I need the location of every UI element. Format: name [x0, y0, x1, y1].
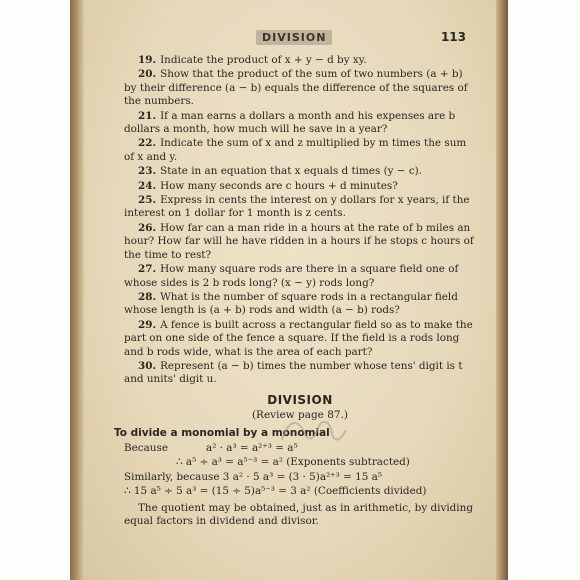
problem-number: 27.: [138, 263, 157, 276]
problem-text: A fence is built across a rectangular field so as to make the part on one side of the fence a square. If the field is a rods long and b rods wide, what is the area of each part?: [124, 318, 473, 358]
problem-item: [124, 165, 476, 178]
page-body: [114, 54, 476, 528]
problem-text: Indicate the sum of x and z multiplied by m times the sum of x and y.: [124, 137, 467, 163]
problem-item: [124, 194, 476, 221]
review-note: (Review page 87.): [251, 409, 349, 422]
problem-item: [124, 291, 476, 318]
faded-stamp-mark: [274, 410, 364, 450]
problem-number: 23.: [138, 165, 157, 178]
math-line-coefficients: ∴ 15 a⁵ ÷ 5 a³ = (15 ÷ 5)a⁵⁻³ = 3 a² (Coefficients divided): [124, 485, 427, 498]
math-expression: a² · a³ = a²⁺³ = a⁵: [206, 441, 298, 454]
problem-item: [124, 360, 476, 387]
section-title: DIVISION: [267, 392, 333, 407]
problem-text: Indicate the product of x + y − d by xy.: [160, 54, 367, 66]
problem-number: 19.: [138, 54, 157, 66]
problem-text: What is the number of square rods in a rectangular field whose length is (a + b) rods and width (a − b) rods?: [124, 290, 458, 317]
problem-item: [124, 110, 476, 137]
running-head: DIVISION: [256, 30, 332, 45]
rule-subheading: To divide a monomial by a monomial: [114, 426, 330, 439]
problem-text: Express in cents the interest on y dollars for x years, if the interest on 1 dollar for 1 month is z cents.: [124, 194, 470, 220]
problem-number: 26.: [138, 221, 157, 234]
problem-text: How many seconds are c hours + d minutes?: [160, 179, 398, 192]
problem-item: [124, 180, 476, 193]
problem-number: 21.: [138, 109, 157, 122]
book-page: [84, 0, 496, 580]
problem-item: [124, 222, 476, 262]
problem-number: 20.: [138, 68, 157, 81]
problem-item: [124, 137, 476, 164]
problem-text: Show that the product of the sum of two numbers (a + b) by their difference (a − b) equals the difference of the squares of the numbers.: [124, 68, 468, 108]
problem-text: How far can a man ride in a hours at the rate of b miles an hour? How far will he have ridden in a hours if he stops c hours of the time to rest?: [124, 221, 474, 261]
problem-number: 29.: [138, 318, 157, 331]
because-label: Because: [124, 441, 168, 454]
problem-number: 25.: [138, 194, 157, 207]
page-header: [84, 30, 496, 50]
book-page-edge: [496, 0, 508, 580]
explanation-paragraph: The quotient may be obtained, just as in arithmetic, by dividing equal factors in dividend and divisor.: [124, 501, 473, 527]
problem-text: State in an equation that x equals d times (y − c).: [160, 165, 422, 178]
problem-item: [124, 68, 476, 108]
problem-item: [124, 263, 476, 290]
book-spine-edge: [70, 0, 84, 580]
problem-list: [124, 54, 476, 387]
math-line-quotient: ∴ a⁵ ÷ a³ = a⁵⁻³ = a² (Exponents subtracted): [176, 456, 410, 469]
math-line-similarly: Similarly, because 3 a² · 5 a³ = (3 · 5)a²⁺³ = 15 a⁵: [124, 470, 383, 483]
problem-number: 30.: [138, 359, 157, 372]
problem-item: [124, 319, 476, 359]
problem-text: How many square rods are there in a square field one of whose sides is 2 b rods long? (x − y) rods long?: [124, 263, 459, 289]
problem-number: 22.: [138, 137, 157, 150]
page-number: 113: [440, 30, 466, 44]
problem-number: 28.: [138, 290, 157, 303]
problem-text: If a man earns a dollars a month and his expenses are b dollars a month, how much will he save in a year?: [124, 109, 456, 136]
problem-item: [124, 54, 476, 67]
problem-number: 24.: [138, 179, 157, 192]
problem-text: Represent (a − b) times the number whose tens' digit is t and units' digit u.: [124, 359, 463, 386]
